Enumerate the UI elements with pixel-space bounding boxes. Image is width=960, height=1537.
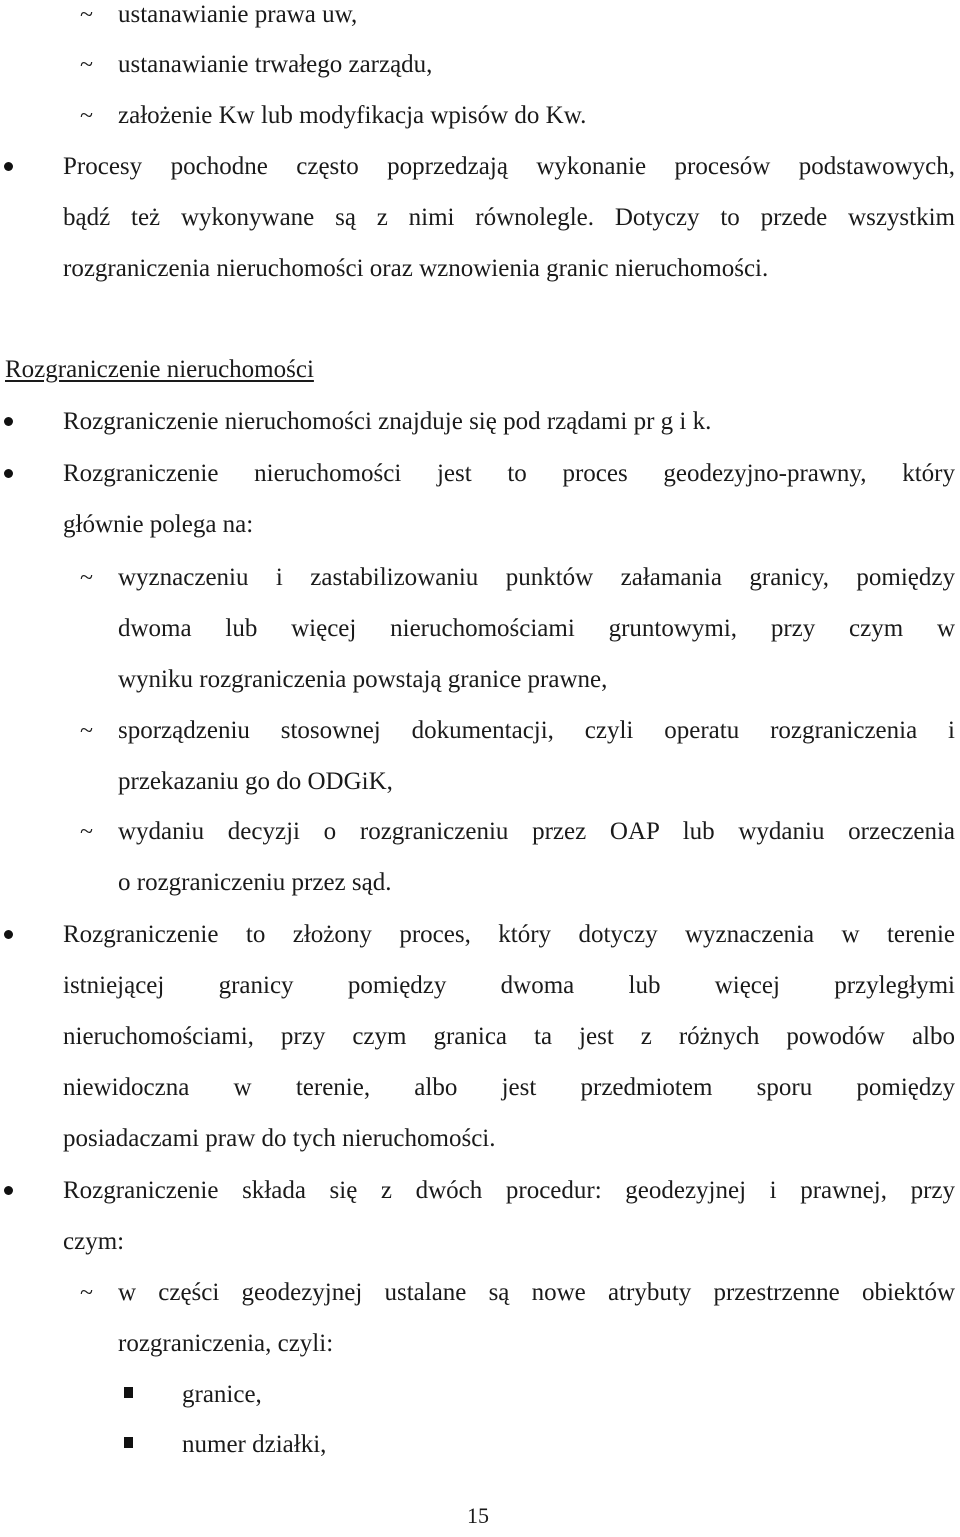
page-number: 15 xyxy=(467,1503,489,1528)
tilde-marker: ~ xyxy=(80,819,93,845)
intro-list-item: założenie Kw lub modyfikacja wpisów do Kw. xyxy=(118,102,587,129)
attribute-item: numer działki, xyxy=(182,1431,327,1458)
paragraph-line: głównie polega na: xyxy=(63,511,254,538)
list-item-line: wyniku rozgraniczenia powstają granice prawne, xyxy=(118,666,608,693)
list-item-line: o rozgraniczeniu przez sąd. xyxy=(118,869,392,896)
bullet-dot-icon xyxy=(4,1186,13,1195)
list-item-line: wyznaczeniu i zastabilizowaniu punktów załamania granicy, pomiędzy xyxy=(118,564,955,591)
list-item-line: rozgraniczenia, czyli: xyxy=(118,1330,334,1357)
paragraph-line: Rozgraniczenie nieruchomości znajduje się pod rządami pr g i k. xyxy=(63,408,712,435)
bullet-dot-icon xyxy=(4,417,13,426)
tilde-marker: ~ xyxy=(80,52,93,78)
intro-list-item: ustanawianie prawa uw, xyxy=(118,1,358,28)
paragraph-line: Rozgraniczenie składa się z dwóch procedur: geodezyjnej i prawnej, przy xyxy=(63,1177,955,1204)
attribute-item: granice, xyxy=(182,1381,262,1408)
list-item-line: w części geodezyjnej ustalane są nowe atrybuty przestrzenne obiektów xyxy=(118,1279,955,1306)
tilde-marker: ~ xyxy=(80,2,93,28)
paragraph-line: Rozgraniczenie to złożony proces, który dotyczy wyznaczenia w terenie xyxy=(63,921,955,948)
list-item-line: przekazaniu go do ODGiK, xyxy=(118,768,393,795)
paragraph-line: Procesy pochodne często poprzedzają wykonanie procesów podstawowych, xyxy=(63,153,955,180)
list-item-line: sporządzeniu stosownej dokumentacji, czyli operatu rozgraniczenia i xyxy=(118,717,955,744)
bullet-dot-icon xyxy=(4,930,13,939)
list-item-line: dwoma lub więcej nieruchomościami gruntowymi, przy czym w xyxy=(118,615,955,642)
tilde-marker: ~ xyxy=(80,565,93,591)
paragraph-line: nieruchomościami, przy czym granica ta jest z różnych powodów albo xyxy=(63,1023,955,1050)
paragraph-line: czym: xyxy=(63,1228,125,1255)
bullet-dot-icon xyxy=(4,162,13,171)
paragraph-line: Rozgraniczenie nieruchomości jest to proces geodezyjno-prawny, który xyxy=(63,460,955,487)
bullet-dot-icon xyxy=(4,469,13,478)
list-item-line: wydaniu decyzji o rozgraniczeniu przez OAP lub wydaniu orzeczenia xyxy=(118,818,955,845)
paragraph-line: bądź też wykonywane są z nimi równolegle. Dotyczy to przede wszystkim xyxy=(63,204,955,231)
tilde-marker: ~ xyxy=(80,1280,93,1306)
square-bullet-icon xyxy=(124,1437,133,1448)
tilde-marker: ~ xyxy=(80,718,93,744)
section-heading: Rozgraniczenie nieruchomości xyxy=(5,356,314,383)
paragraph-line: istniejącej granicy pomiędzy dwoma lub więcej przyległymi xyxy=(63,972,955,999)
intro-list-item: ustanawianie trwałego zarządu, xyxy=(118,51,433,78)
paragraph-line: niewidoczna w terenie, albo jest przedmiotem sporu pomiędzy xyxy=(63,1074,955,1101)
tilde-marker: ~ xyxy=(80,103,93,129)
paragraph-line: posiadaczami praw do tych nieruchomości. xyxy=(63,1125,496,1152)
paragraph-line: rozgraniczenia nieruchomości oraz wznowienia granic nieruchomości. xyxy=(63,255,769,282)
square-bullet-icon xyxy=(124,1387,133,1398)
